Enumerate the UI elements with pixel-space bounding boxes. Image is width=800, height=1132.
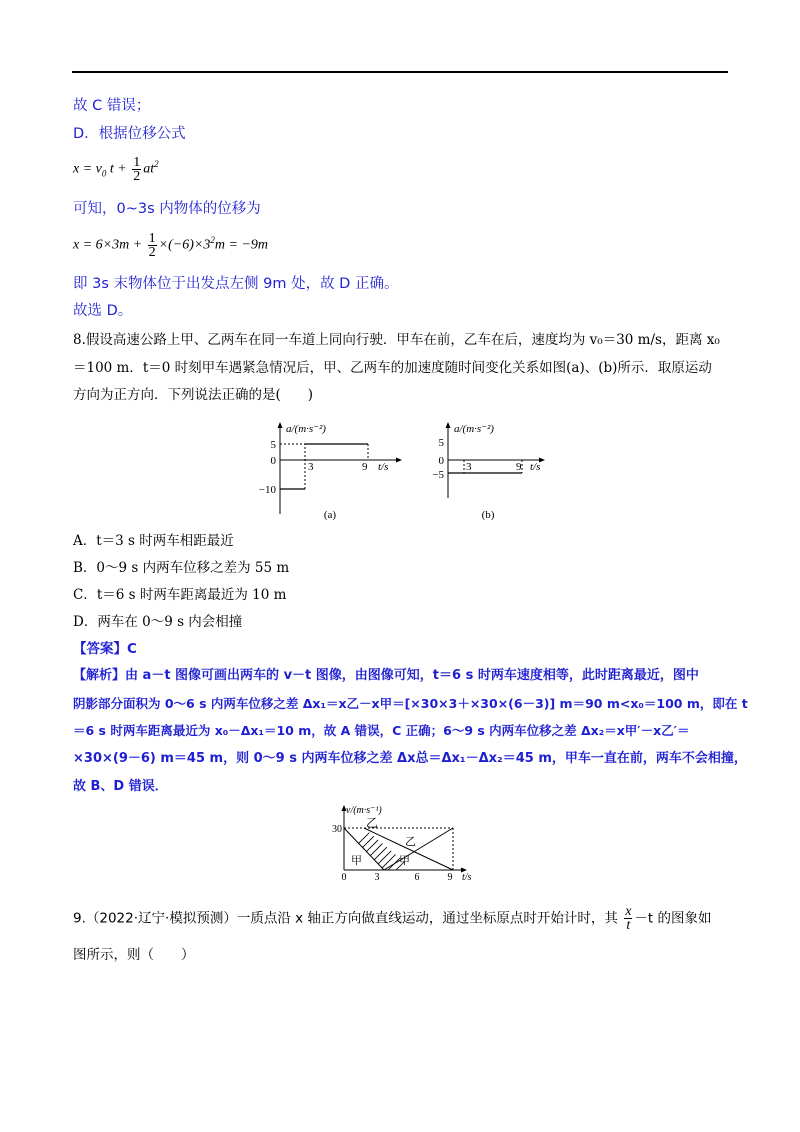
q9-line1a: 9.（2022·辽宁·模拟预测）一质点沿 x 轴正方向做直线运动，通过坐标原点时开始计时，其 bbox=[73, 910, 618, 927]
option-a: A．t＝3 s 时两车相距最近 bbox=[73, 533, 234, 549]
graph-vt-xtick-6: 6 bbox=[414, 872, 420, 883]
graph-vt-label-yi-top: 乙 bbox=[366, 816, 379, 830]
graph-a bbox=[250, 418, 420, 522]
graph-vt-line-jia bbox=[384, 828, 453, 870]
calc-fraction bbox=[148, 232, 157, 259]
analysis-line-1 bbox=[73, 667, 699, 685]
q9-line1b: －t 的图象如 bbox=[634, 910, 712, 927]
graph-vt-ylabel: v/(m·s⁻¹) bbox=[346, 805, 382, 816]
known-text: 可知，0~3s 内物体的位移为 bbox=[73, 201, 261, 217]
graph-a-xtick-3: 3 bbox=[308, 461, 314, 473]
graph-vt-label-jia-left: 甲 bbox=[351, 855, 362, 867]
calc-tail: m = −9m bbox=[214, 237, 268, 253]
formula-fraction bbox=[132, 156, 141, 183]
graph-b-tick-5: 5 bbox=[438, 437, 444, 449]
answer-line bbox=[73, 640, 137, 658]
graph-a-y-arrow bbox=[278, 422, 283, 428]
q9-fraction bbox=[624, 905, 632, 932]
formula-sub: 0 bbox=[101, 168, 107, 179]
q9-fraction-den: t bbox=[626, 918, 631, 933]
c-wrong-text: 故 C 错误； bbox=[73, 98, 151, 114]
graph-a-ylabel: a/(m·s⁻²) bbox=[286, 423, 326, 435]
graph-vt-xtick-9: 9 bbox=[447, 872, 453, 883]
analysis-line-3: ＝6 s 时两车距离最近为 x₀－Δx₁＝10 m，故 A 错误，C 正确；6～9 s 内两车位移之差 Δx₂＝x甲′－x乙′＝ bbox=[73, 723, 690, 738]
calc-fraction-den: 2 bbox=[148, 244, 156, 260]
graph-a-x-arrow bbox=[396, 458, 402, 463]
calc-lhs: x = 6×3m + bbox=[73, 237, 143, 253]
graph-b-y-arrow bbox=[446, 422, 451, 428]
graph-vt-label-yi-mid: 乙 bbox=[405, 836, 416, 848]
graph-b-tick-0: 0 bbox=[438, 455, 444, 467]
graph-vt-xlabel: t/s bbox=[462, 872, 472, 883]
graph-vt-label-jia-right: 甲 bbox=[399, 855, 410, 867]
graph-b-ylabel: a/(m·s⁻²) bbox=[454, 423, 494, 435]
graph-vt bbox=[322, 800, 492, 886]
option-b: B．0～9 s 内两车位移之差为 55 m bbox=[73, 560, 290, 576]
graph-a-tick-0: 0 bbox=[270, 455, 276, 467]
q8-line2: ＝100 m．t＝0 时刻甲车遇紧急情况后，甲、乙两车的加速度随时间变化关系如图(a)、(b)所示．取原运动 bbox=[73, 360, 712, 376]
graph-vt-tick-30: 30 bbox=[332, 824, 342, 835]
formula-sup: 2 bbox=[154, 159, 159, 169]
fraction-num: 1 bbox=[133, 154, 141, 170]
graph-b-xtick-9: 9 bbox=[516, 461, 522, 473]
calc-fraction-num: 1 bbox=[148, 230, 156, 246]
option-c: C．t＝6 s 时两车距离最近为 10 m bbox=[73, 587, 287, 603]
displacement-formula bbox=[73, 155, 159, 183]
calc-rhs: ×(−6)×3 bbox=[158, 237, 211, 253]
analysis-line-5: 故 B、D 错误． bbox=[73, 779, 168, 794]
graph-vt-xtick-3: 3 bbox=[374, 872, 380, 883]
graph-b-xtick-3: 3 bbox=[466, 461, 472, 473]
conclusion-text: 即 3s 末物体位于出发点左侧 9m 处，故 D 正确。 bbox=[73, 276, 399, 292]
q8-line1: 8.假设高速公路上甲、乙两车在同一车道上同向行驶．甲车在前，乙车在后，速度均为 v₀＝30 m/s，距离 x₀ bbox=[73, 332, 720, 348]
fraction-den: 2 bbox=[133, 168, 141, 184]
q9-line2: 图所示，则（ ） bbox=[73, 947, 195, 963]
q9-line1 bbox=[73, 905, 712, 932]
graph-b bbox=[418, 418, 568, 522]
graph-vt-xtick-0: 0 bbox=[341, 872, 347, 883]
formula-rhs: at bbox=[143, 161, 155, 177]
graph-b-tick-neg5: −5 bbox=[432, 469, 444, 481]
displacement-calc bbox=[73, 231, 268, 259]
choose-text: 故选 D。 bbox=[73, 303, 133, 319]
graph-a-tick-neg10: −10 bbox=[258, 484, 276, 496]
graph-a-tick-5: 5 bbox=[270, 439, 276, 451]
graph-b-xlabel: t/s bbox=[530, 461, 541, 473]
graph-a-xlabel: t/s bbox=[378, 461, 389, 473]
graph-b-caption: (b) bbox=[481, 509, 495, 521]
d-intro-text: D．根据位移公式 bbox=[73, 126, 186, 142]
analysis-line-2: 阴影部分面积为 0～6 s 内两车位移之差 Δx₁＝x乙－x甲＝[×30×3＋×30×(6－3)] m＝90 m<x₀＝100 m，即在 t bbox=[73, 696, 748, 711]
analysis-tag: 【解析】 bbox=[73, 668, 126, 683]
graph-a-caption: (a) bbox=[323, 509, 337, 521]
q8-line3: 方向为正方向．下列说法正确的是( ) bbox=[73, 387, 314, 403]
analysis-text-1: 由 a－t 图像可画出两车的 v－t 图像，由图像可知，t＝6 s 时两车速度相等，此时距离最近，图中 bbox=[125, 668, 699, 683]
calc-sup: 2 bbox=[210, 235, 215, 245]
graph-a-xtick-9: 9 bbox=[362, 461, 368, 473]
answer-tag: 【答案】 bbox=[73, 641, 127, 657]
answer-value: C bbox=[127, 641, 137, 657]
option-d: D．两车在 0～9 s 内会相撞 bbox=[73, 614, 243, 630]
analysis-line-4: ×30×(9－6) m＝45 m，则 0～9 s 内两车位移之差 Δx总＝Δx₁－Δx₂＝45 m，甲车一直在前，两车不会相撞， bbox=[73, 751, 747, 766]
formula-lhs: x = v bbox=[73, 161, 102, 177]
header-rule bbox=[72, 71, 728, 73]
q9-fraction-num: x bbox=[625, 904, 632, 919]
formula-mid: t + bbox=[109, 161, 127, 177]
